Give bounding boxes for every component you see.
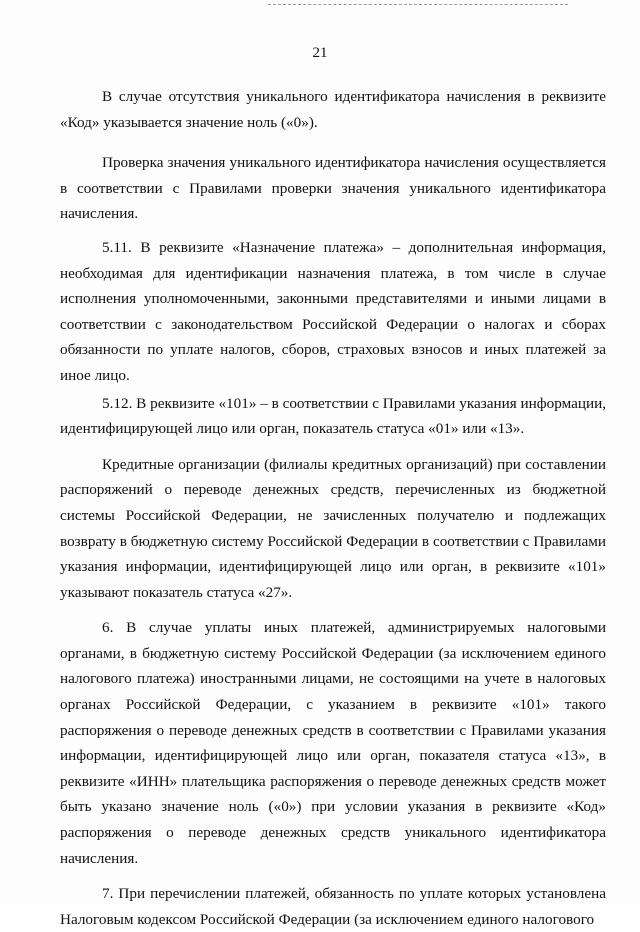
scan-edge-line	[268, 4, 568, 5]
paragraph-uin-check: Проверка значения уникального идентификатора начисления осуществляется в соответствии с Правилами проверки значения уникального идентификатора начисления.	[60, 154, 606, 223]
page-number: 21	[312, 45, 328, 61]
paragraph-credit-orgs: Кредитные организации (филиалы кредитных организаций) при составлении распоряжений о переводе денежных средств, перечисленных из бюджетной системы Российской Федерации, не зачисленных получателю и подлежащих возврату в бюджетную систему Российской Федерации в соответствии с Правилами указания информации, идентифицирующей лицо или орган, в реквизите «101» указывают показатель статуса «27».	[60, 455, 606, 601]
paragraph-5-11: 5.11. В реквизите «Назначение платежа» – дополнительная информация, необходимая для идентификации назначения платежа, в том числе в случае исполнения уполномоченными, законными представителями и иными лицами в соответствии с законодательством Российской Федерации о налогах и сборах обязанности по уплате налогов, сборов, страховых взносов и иных платежей за иное лицо.	[60, 238, 606, 384]
paragraph-no-uin: В случае отсутствия уникального идентификатора начисления в реквизите «Код» указывается значение ноль («0»).	[60, 88, 606, 131]
paragraph-6: 6. В случае уплаты иных платежей, администрируемых налоговыми органами, в бюджетную систему Российской Федерации (за исключением единого налогового платежа) иностранными лицами, не состоящими на учете в налоговых органах Российской Федерации, с указанием в реквизите «101» такого распоряжения о переводе денежных средств в соответствии с Правилами указания информации, идентифицирующей лицо или орган, показателя статуса «13», в реквизите «ИНН» плательщика распоряжения о переводе денежных средств может быть указано значение ноль («0») при условии указания в реквизите «Код» распоряжения о переводе денежных средств уникального идентификатора начисления.	[60, 619, 606, 867]
paragraph-7: 7. При перечислении платежей, обязанность по уплате которых установлена Налоговым кодексом Российской Федерации (за исключением единого налогового	[60, 885, 606, 928]
document-body	[60, 84, 606, 932]
paragraph-5-12: 5.12. В реквизите «101» – в соответствии с Правилами указания информации, идентифицирующей лицо или орган, показатель статуса «01» или «13».	[60, 394, 606, 438]
